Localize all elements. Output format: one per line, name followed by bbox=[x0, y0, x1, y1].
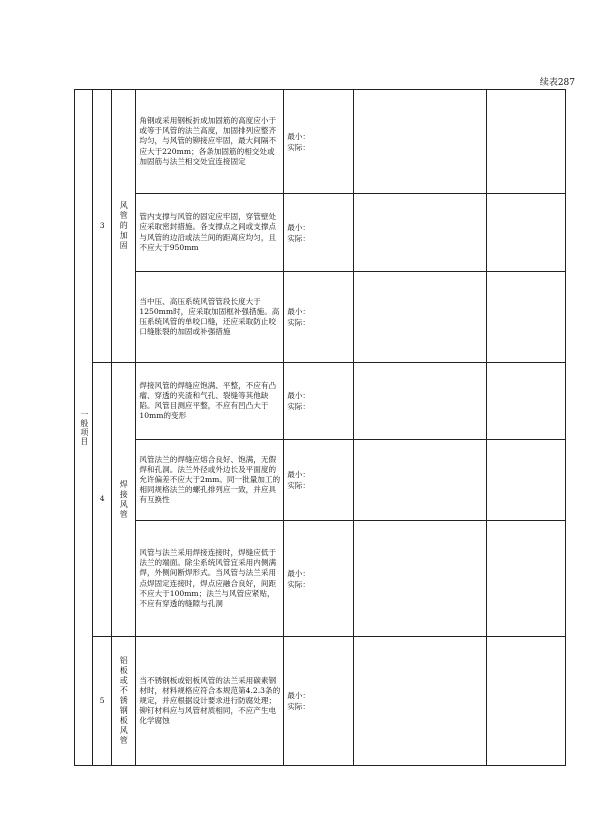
min-label: 最小： bbox=[287, 568, 311, 578]
measurement-cell bbox=[284, 440, 353, 521]
result-cell bbox=[487, 363, 566, 440]
table-row bbox=[75, 637, 566, 766]
requirement-text: 管内支撑与风管的固定应牢固，穿管壁处应采取密封措施。各支撑点之间或支撑点与风管的边沿或法兰间的距离应均匀，且不应大于950mm bbox=[136, 194, 284, 272]
item-number: 4 bbox=[93, 363, 112, 637]
result-cell bbox=[487, 521, 566, 637]
table-row bbox=[75, 440, 566, 521]
min-label: 最小： bbox=[287, 131, 311, 141]
record-cell bbox=[353, 363, 487, 440]
item-name: 焊接风管 bbox=[119, 479, 128, 519]
actual-label: 实际： bbox=[287, 579, 311, 589]
min-label: 最小： bbox=[287, 470, 311, 479]
table-row bbox=[75, 521, 566, 637]
record-cell bbox=[353, 90, 487, 194]
item-name: 风管的加固 bbox=[119, 201, 128, 250]
record-cell bbox=[353, 637, 487, 766]
measurement-cell bbox=[284, 363, 353, 440]
item-name-cell bbox=[112, 637, 136, 766]
item-number: 3 bbox=[93, 90, 112, 363]
actual-label: 实际： bbox=[287, 402, 311, 411]
requirement-text: 当中压、高压系统风管管段长度大于1250mm时，应采取加固框补强措施。高压系统风管的单咬口缝，还应采取防止咬口缝胀裂的加固或补强措施 bbox=[136, 272, 284, 363]
measurement-cell bbox=[284, 194, 353, 272]
measurement-cell bbox=[284, 272, 353, 363]
table-row bbox=[75, 194, 566, 272]
record-cell bbox=[353, 440, 487, 521]
record-cell bbox=[353, 194, 487, 272]
actual-label: 实际： bbox=[287, 702, 311, 711]
measurement-cell bbox=[284, 521, 353, 637]
requirement-text: 风管法兰的焊缝应熔合良好、饱满，无假焊和孔洞。法兰外径或外边长及平面度的允许偏差不应大于2mm。同一批量加工的相同规格法兰的螺孔排列应一致，并应具有互换性 bbox=[136, 440, 284, 521]
actual-label: 实际： bbox=[287, 142, 311, 152]
result-cell bbox=[487, 440, 566, 521]
requirement-text: 风管与法兰采用焊接连接时，焊缝应低于法兰的端面。除尘系统风管宜采用内侧满焊，外侧间断焊形式。当风管与法兰采用点焊固定连接时，焊点应融合良好，间距不应大于100mm；法兰与风管应紧贴，不应有穿透的缝隙与孔洞 bbox=[136, 521, 284, 637]
min-label: 最小： bbox=[287, 222, 311, 232]
min-label: 最小： bbox=[287, 307, 311, 316]
result-cell bbox=[487, 272, 566, 363]
record-cell bbox=[353, 521, 487, 637]
actual-label: 实际： bbox=[287, 481, 311, 490]
item-name-cell bbox=[112, 90, 136, 363]
min-label: 最小： bbox=[287, 691, 311, 700]
table-row bbox=[75, 90, 566, 194]
table-continuation-caption: 续表287 bbox=[539, 78, 575, 88]
actual-label: 实际： bbox=[287, 318, 311, 327]
item-name: 铝板或不锈钢板风管 bbox=[119, 656, 128, 745]
table-row bbox=[75, 272, 566, 363]
category-label: 一般项目 bbox=[79, 409, 89, 446]
measurement-cell bbox=[284, 90, 353, 194]
category-cell bbox=[75, 90, 93, 766]
record-cell bbox=[353, 272, 487, 363]
requirement-text: 当不锈钢板或铝板风管的法兰采用碳素钢材时，材料规格应符合本规范第4.2.3条的规定，并应根据设计要求进行防腐处理；铆钉材料应与风管材质相同，不应产生电化学腐蚀 bbox=[136, 637, 284, 766]
result-cell bbox=[487, 194, 566, 272]
result-cell bbox=[487, 90, 566, 194]
result-cell bbox=[487, 637, 566, 766]
item-name-cell bbox=[112, 363, 136, 637]
measurement-cell bbox=[284, 637, 353, 766]
item-number: 5 bbox=[93, 637, 112, 766]
requirement-text: 角钢或采用钢板折成加固筋的高度应小于或等于风管的法兰高度，加固排列应整齐均匀，与风管的铆接应牢固，最大间隔不应大于220mm；各条加固筋的相交处或加固筋与法兰相交处宜连接固定 bbox=[136, 90, 284, 194]
min-label: 最小： bbox=[287, 391, 311, 400]
table-row bbox=[75, 363, 566, 440]
actual-label: 实际： bbox=[287, 233, 311, 243]
requirement-text: 焊接风管的焊缝应饱满、平整，不应有凸瘤、穿透的夹渣和气孔、裂缝等其他缺陷。风管目测应平整，不应有凹凸大于10mm的变形 bbox=[136, 363, 284, 440]
inspection-table bbox=[74, 89, 566, 766]
